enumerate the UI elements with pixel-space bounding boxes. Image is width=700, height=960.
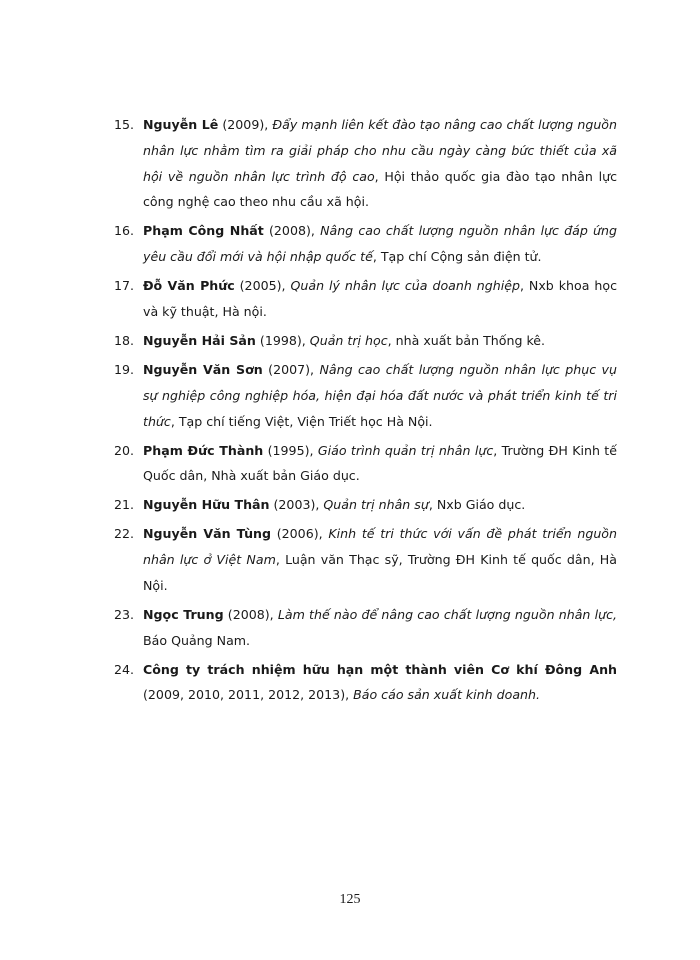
reference-publisher: , Hội thảo quốc gia đào tạo nhân lực công nghệ cao theo nhu cầu xã hội. — [143, 168, 617, 210]
reference-title: Làm thế nào để nâng cao chất lượng nguồn nhân lực, — [277, 606, 618, 622]
reference-number: 18. — [114, 332, 135, 348]
reference-year: (2009, 2010, 2011, 2012, 2013), — [143, 687, 354, 703]
reference-number: 24. — [114, 661, 135, 677]
reference-item — [114, 218, 617, 270]
reference-publisher: Báo Quảng Nam. — [143, 632, 251, 648]
reference-year: (2008), — [223, 606, 278, 622]
reference-title: Báo cáo sản xuất kinh doanh. — [353, 687, 541, 703]
reference-item — [114, 112, 617, 215]
reference-year: (1998), — [255, 332, 310, 348]
reference-year: (1995), — [263, 442, 318, 458]
reference-item — [114, 492, 617, 518]
reference-publisher: , Tạp chí Cộng sản điện tử. — [372, 249, 542, 265]
reference-number: 19. — [114, 361, 135, 377]
reference-author: Đỗ Văn Phức — [143, 278, 235, 294]
reference-author: Nguyễn Lê — [143, 117, 219, 132]
reference-year: (2007), — [262, 361, 320, 377]
reference-title: Nâng cao chất lượng nguồn nhân lực phục vụ sự nghiệp công nghiệp hóa, hiện đại hóa đất nước và phát triển kinh tế tri thức — [143, 361, 617, 429]
reference-year: (2008), — [263, 223, 321, 239]
reference-publisher: , Nxb Giáo dục. — [428, 497, 526, 513]
reference-list — [114, 112, 617, 711]
reference-number: 16. — [114, 223, 135, 239]
reference-number: 17. — [114, 278, 135, 294]
reference-author: Nguyễn Hải Sản — [143, 332, 256, 348]
reference-item — [114, 602, 617, 654]
reference-title: Quản trị học — [309, 332, 388, 348]
reference-title: Quản trị nhân sự — [323, 497, 429, 513]
reference-title: Đẩy mạnh liên kết đào tạo nâng cao chất lượng nguồn nhân lực nhằm tìm ra giải pháp cho nhu cầu ngày càng bức thiết của xã hội về nguồn nhân lực trình độ cao — [143, 117, 617, 184]
reference-title: Kinh tế tri thức với vấn đề phát triển nguồn nhân lực ở Việt Nam — [143, 526, 617, 568]
reference-item — [114, 328, 617, 354]
reference-number: 22. — [114, 526, 135, 542]
reference-number: 21. — [114, 497, 135, 513]
reference-year: (2005), — [234, 278, 291, 294]
reference-number: 20. — [114, 442, 135, 458]
reference-title: Nâng cao chất lượng nguồn nhân lực đáp ứng yêu cầu đổi mới và hội nhập quốc tế — [143, 223, 617, 265]
reference-author: Công ty trách nhiệm hữu hạn một thành viên Cơ khí Đông Anh — [143, 661, 617, 677]
reference-year: (2003), — [269, 497, 324, 513]
reference-publisher: , Luận văn Thạc sỹ, Trường ĐH Kinh tế quốc dân, Hà Nội. — [143, 552, 617, 593]
reference-publisher: , Nxb khoa học và kỹ thuật, Hà nội. — [143, 278, 618, 319]
page-number: 125 — [339, 892, 361, 907]
reference-author: Phạm Công Nhất — [143, 223, 264, 239]
reference-number: 23. — [114, 606, 135, 622]
reference-publisher: , nhà xuất bản Thống kê. — [387, 332, 546, 348]
reference-item — [114, 521, 617, 598]
reference-year: (2006), — [271, 526, 329, 542]
reference-year: (2009), — [218, 117, 273, 132]
reference-publisher: , Tạp chí tiếng Việt, Viện Triết học Hà Nội. — [170, 413, 433, 429]
reference-author: Nguyễn Văn Sơn — [143, 361, 263, 377]
reference-author: Ngọc Trung — [143, 606, 224, 622]
reference-publisher: , Trường ĐH Kinh tế Quốc dân, Nhà xuất bản Giáo dục. — [143, 442, 617, 484]
reference-number: 15. — [114, 117, 135, 132]
reference-item — [114, 357, 617, 434]
reference-title: Quản lý nhân lực của doanh nghiệp — [290, 278, 520, 294]
reference-author: Nguyễn Văn Tùng — [143, 526, 272, 542]
reference-item — [114, 438, 617, 490]
reference-title: Giáo trình quản trị nhân lực — [317, 442, 494, 458]
reference-author: Nguyễn Hữu Thân — [143, 497, 270, 513]
reference-item — [114, 657, 617, 709]
reference-item — [114, 273, 617, 325]
reference-author: Phạm Đức Thành — [143, 442, 264, 458]
